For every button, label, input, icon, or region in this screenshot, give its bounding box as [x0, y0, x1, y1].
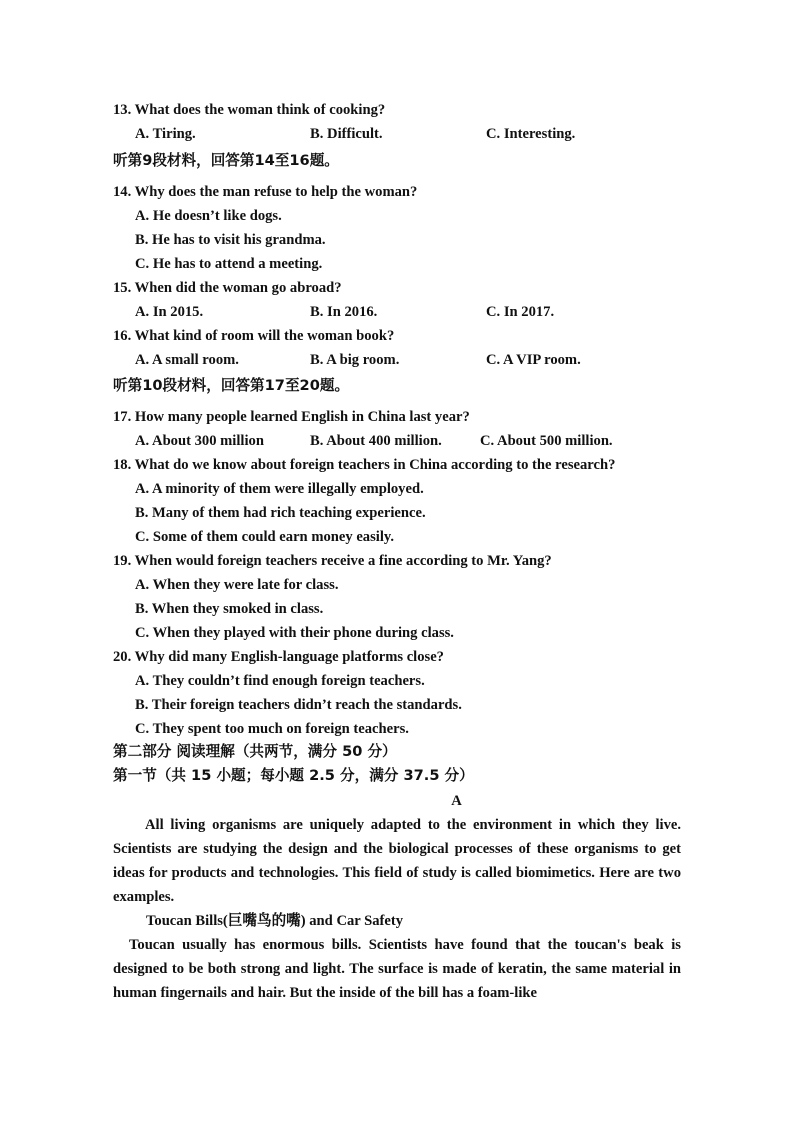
question-14-option-c: C. He has to attend a meeting. [135, 256, 323, 272]
question-19-option-c: C. When they played with their phone during class. [135, 625, 454, 641]
question-17-option-a: A. About 300 million [135, 433, 264, 449]
paragraph-2-text: Toucan usually has enormous bills. Scientists have found that the toucan's beak is designed to be both strong and light. The surface is made of keratin, the same material in human fingernails and hair. But the inside of the bill has a foam-like [113, 937, 681, 1001]
question-14-stem: 14. Why does the man refuse to help the woman? [113, 184, 418, 200]
question-20-stem: 20. Why did many English-language platforms close? [113, 649, 444, 665]
paragraph-1-text: All living organisms are uniquely adapted to the environment in which they live. Scientists are studying the design and the biological processes of these organisms to get ideas for products and technologies. This field of study is called biomimetics. Here are two examples. [113, 817, 681, 905]
question-18-stem: 18. What do we know about foreign teachers in China according to the research? [113, 457, 616, 473]
question-16-stem: 16. What kind of room will the woman book? [113, 328, 395, 344]
question-18-option-c: C. Some of them could earn money easily. [135, 529, 395, 545]
question-16-option-b: B. A big room. [310, 352, 400, 368]
question-14-option-b: B. He has to visit his grandma. [135, 232, 326, 248]
passage-label: A [451, 793, 462, 809]
question-13-option-c: C. Interesting. [486, 126, 576, 142]
question-18-option-a: A. A minority of them were illegally employed. [135, 481, 424, 497]
question-19-option-b: B. When they smoked in class. [135, 601, 324, 617]
question-16-option-c: C. A VIP room. [486, 352, 581, 368]
question-16-option-a: A. A small room. [135, 352, 239, 368]
passage-paragraph-2 [113, 933, 681, 1005]
part-2-heading: 第二部分 阅读理解（共两节，满分 50 分） [113, 743, 397, 760]
question-13-stem: 13. What does the woman think of cooking? [113, 102, 386, 118]
question-13-option-b: B. Difficult. [310, 126, 383, 142]
question-17-option-b: B. About 400 million. [310, 433, 442, 449]
question-18-option-b: B. Many of them had rich teaching experience. [135, 505, 426, 521]
section-1-heading: 第一节（共 15 小题；每小题 2.5 分，满分 37.5 分） [113, 767, 474, 784]
question-15-stem: 15. When did the woman go abroad? [113, 280, 342, 296]
passage-subheading: Toucan Bills(巨嘴鸟的嘴) and Car Safety [146, 913, 404, 929]
question-20-option-c: C. They spent too much on foreign teachers. [135, 721, 409, 737]
question-14-option-a: A. He doesn’t like dogs. [135, 208, 282, 224]
question-17-stem: 17. How many people learned English in China last year? [113, 409, 470, 425]
question-17-option-c: C. About 500 million. [480, 433, 613, 449]
question-19-stem: 19. When would foreign teachers receive a fine according to Mr. Yang? [113, 553, 552, 569]
section-instruction-10: 听第10段材料，回答第17至20题。 [113, 377, 350, 394]
passage-paragraph-1 [113, 813, 681, 909]
section-instruction-9: 听第9段材料，回答第14至16题。 [113, 152, 339, 169]
question-15-option-b: B. In 2016. [310, 304, 378, 320]
question-15-option-a: A. In 2015. [135, 304, 204, 320]
question-15-option-c: C. In 2017. [486, 304, 555, 320]
question-19-option-a: A. When they were late for class. [135, 577, 339, 593]
question-20-option-b: B. Their foreign teachers didn’t reach the standards. [135, 697, 462, 713]
question-13-option-a: A. Tiring. [135, 126, 196, 142]
question-20-option-a: A. They couldn’t find enough foreign teachers. [135, 673, 425, 689]
